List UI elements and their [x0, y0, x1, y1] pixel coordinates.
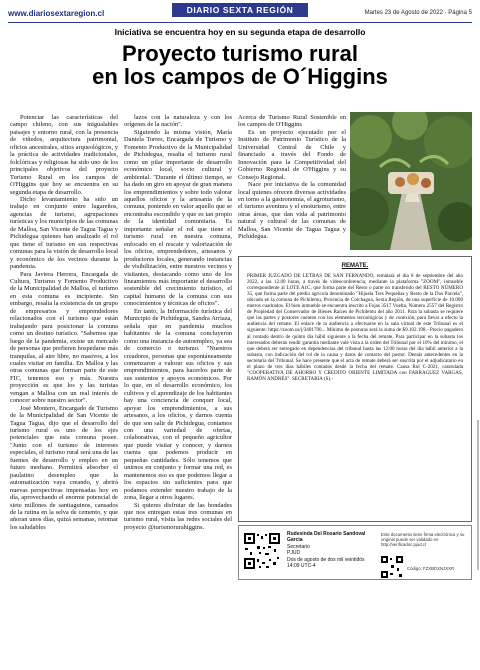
sidebar-heading: Acerca de Turismo Rural Sostenible en los campos de O'Higgins [238, 114, 346, 129]
site-url[interactable]: www.diariosextaregion.cl [8, 8, 105, 18]
article-headline [0, 42, 480, 88]
paragraph: Es un proyecto ejecutado por el Instituto de Patrimonio Turístico de la Universidad Central de Chile y financiado a través del Fondo de Innovación para la Competitividad del Gobierno Regional de O'Higgins y su Consejo Regional. [238, 128, 346, 181]
signature-details [287, 531, 373, 569]
article-column-1 [10, 114, 118, 531]
paragraph: Nace por iniciativa de la comunidad local quienes ofrecen diversas actividades en torno a la gastronomía, el agroturismo, el turismo aventura y el enoturismo, entre otras áreas, que dan vida al patrimonio natural y cultural de las comunas de Malloa, San Vicente de Tagua Tagua y Pichidegua. [238, 181, 346, 241]
paragraph: José Montero, Encargado de Turismo de la Municipalidad de San Vicente de Tagua Tagua, dijo que el desarrollo del turismo rural es uno de los ejes potenciales que esta comuna posee. "Junto con el turismo de intereses especiales, el turismo rural será una de las fuentes de desarrollo y empleo en un futuro mediano. Permitirá absorber el paulatino desempleo que la automatización vaya creando, y abrirá nuevas perspectivas impensadas hoy en día, aprovechando el enorme potencial de siete millones de santiaguinos, cansados de la rutina en la selva de cemento, y que añoran unos días, quizá semanas, retomar los saludables [10, 404, 118, 531]
masthead: DIARIO SEXTA REGIÓN [172, 3, 308, 17]
notice-title: REMATE. [341, 263, 369, 269]
verification-note: Este documento tiene firma electrónica y su original puede ser validado en http://verificadoc.pjud.cl [381, 532, 465, 548]
notice-body: PRIMER JUZGADO DE LETRAS DE SAN FERNANDO, remátará el día 8 de septiembre del año 2022, a las 12.00 horas, a través de videoconferencia, mediante la plataforma "ZOOM", inmueble correspondiente al LOTE A1C, que forma parte del Resto o parte no transferido del RESTO NÚMERO 35, que forma parte del predio agrícola denominado "Hijuela Tres Pequeñas y Resto de la Dos Parcela", ubicado en la comuna de Pichilemu, Provincia de Colchagua, Sexta Región, de una superficie de 10.000 metros cuadrados. El bien inmueble se encuentra inscrito a Fojas 3517 Vuelta, Número 2557 del Registro de Propiedad del Conservador de Bienes Raíces de Pichilemu del año 2011. Para la subasta se requiere que las partes y postores cuenten con los elementos tecnológicos y de conexión, para llevar a efecto la audiencia del remate. El enlace de la audiencia a efectuarse en la sala virtual de este Tribunal es el siguiente: https://zoom.us/j/3401790... Mínimo de posturas será la suma de $9.102.198.- Precio pagadero al contado dentro de quinto día hábil siguiente a la fecha del remate. Para participar en la subasta los interesados deberán rendir garantía mediante vale vista a la orden del Tribunal por el 10% del mínimo, el que deberá ser entregado en dependencias del tribunal hasta las 12:00 horas del día hábil anterior a la subasta, con indicación del rol de la causa y datos de contacto del postor. Demás antecedentes en la secretaría del Tribunal. Se hace presente que el acta de remate deberá ser suscrita por el adjudicatario en el plazo de tres días hábiles contados desde la fecha del remate. Causa Rol C-2021, caratulada "COOPERATIVA DE AHORRO Y CREDITO ORIENTE LIMITADA con FARRAGUEZ VARGAS, RAMÓN ANDRÉS". SECRETARIA (S).- [247, 273, 463, 382]
legal-notice [238, 256, 472, 522]
article-kicker: Iniciativa se encuentra hoy en su segunda etapa de desarrollo [114, 27, 366, 37]
side-barcode [476, 420, 480, 570]
paragraph: lazos con la naturaleza y con los orígenes de la nación". [124, 114, 232, 129]
verification-text [381, 532, 469, 548]
signature-time: 14:09 UTC-4 [287, 563, 316, 570]
paragraph: En tanto, la Información turística del Municipio de Pichidegua, Sandra Arriaza, señala que en pandemia muchos habitantes de la comuna concluyeron como una instancia de autoempleo, ya sea de comercio o turismo. "Nuestros creadores, personas que espontáneamente comenzaron a valorar sus oficios y sus emprendimientos, para hacerlos parte de sus sustentos y apoyos económicos. Por lo que, en el desarrollo económico, los cultivos y el aprendizaje de los habitantes hay una conciencia de conquer local, apoyar los emprendimientos, a sus artesanos, a los oficios, y darnos cuenta de que son salir de Pichidegua, contamos con una variedad de ofertas, colaborativas, con el pequeño agricultor que puede visitar y conocer, y darnos cuenta que podemos producir en pequeñas cantidades. Sólo tenemos que unirnos en conjunto y formar una red, es mantenemos eso es que podemos llegar a los espacios sin suficientes para que podamos extender nuestro trabajo de la zona, llegar a otros lugares. [124, 307, 232, 502]
qr-code-icon [243, 532, 281, 570]
verification-qr-icon [381, 556, 403, 578]
paragraph: Dicho levantamiento ha sido un trabajo en conjunto entre lugareños, agencias de turismo, agrupaciones turísticas y los municipios de las comunas de Malloa, San Vicente de Tagua Tagua y Pichidegua quienes han analizado el rol que tiene el turismo en sus respectivas comunas para la visión de desarrollo local y económico de los vecinos durante la pandemia. [10, 195, 118, 271]
dateline: Martes 23 de Agosto de 2022 · Página 5 [364, 10, 472, 16]
header-rule [8, 22, 472, 23]
headline-line-2: en los campos de O´Higgins [92, 64, 388, 89]
paragraph: Para Javiera Herrera, Encargada de Cultura, Turismo y Fomento Productivo de la Municipalidad de Malloa, el turismo en esta comuna es incipiente. Sin embargo, resalta la existencia de un grupo de empresarios y emprendedores relacionados con el turismo que están trabajando para posicionar la comuna como un destino turístico. "Sabemos que luego de la pandemia, existe un mercado de personas que prefieren hospedarse más tranquilas, al aire libre, no masivos, a los cuales visitar en familia. En Malloa y las otras comunas que forman parte de este FIC, tenemos eso y más. Nuestra proyección es que los y las turistas vengan a Malloa con un real interés de conocer sobre nuestro sector". [10, 270, 118, 405]
signature-box [238, 525, 472, 580]
signer-name: Rudesinda Del Rosario Sandoval Garcia [287, 531, 366, 544]
article-column-2 [124, 114, 232, 531]
article-photo [350, 112, 472, 250]
paragraph: Siguiendo la misma visión, María Daniela Torres, Encargada de Turismo y Fomento Productivo de la Municipalidad de Pichidegua, resalta el turismo rural como un pilar importante de desarrollo económico local, socio cultural y ambiental. "Durante el último tiempo, se ha dado un giro en apoyar de gran manera los emprendimientos y sobre todo valorar aquellos oficios y la artesanía de la comuna, poniendo en valor aquello que se encontraba escondido y que es tan propio de la identidad comunitaria. Es importante señalar el rol que tiene el turismo rural en nuestra comuna, enfocado en el rescate y valorización de los oficios, emprendedores, artesanos y productores locales, generando instancias de visibilización, entre nuestros vecinos y visitantes, destacando como uno de los lineamientos más importante el desarrollo sostenible del crecimiento turístico, el capital humano de la comuna con sus conocimientos y técnicas de oficios". [124, 128, 232, 308]
signer-court: PJUD [287, 550, 301, 557]
photo-illustration [350, 112, 472, 250]
signer-role: Secretario [287, 543, 310, 550]
paragraph: Si quieres disfrutar de las bondades que nos entregan estas tres comunas en turismo rural, visita las redes sociales del proyecto @turismorurahiggins. [124, 501, 232, 531]
article-column-3 [238, 114, 346, 241]
verification-code: Código: FZXBDXNJXXR [407, 566, 455, 571]
paragraph: Potenciar las características del campo chileno, con sus inigualables paisajes y entorno rural, con la presencia de viñedos, arquitectura patrimonial, oficios ancestrales, sitios arqueológicos, y la práctica de actividades tradicionales, folclóricas y religiosas ha sido uno de los principales objetivos del proyecto Turismo Rural en los campos de O'Higgins que hoy se encuentra en su segunda etapa de desarrollo. [10, 114, 118, 196]
headline-line-1: Proyecto turismo rural [122, 41, 358, 66]
signature-date: Dos de agosto de dos mil veintidós [287, 556, 365, 563]
